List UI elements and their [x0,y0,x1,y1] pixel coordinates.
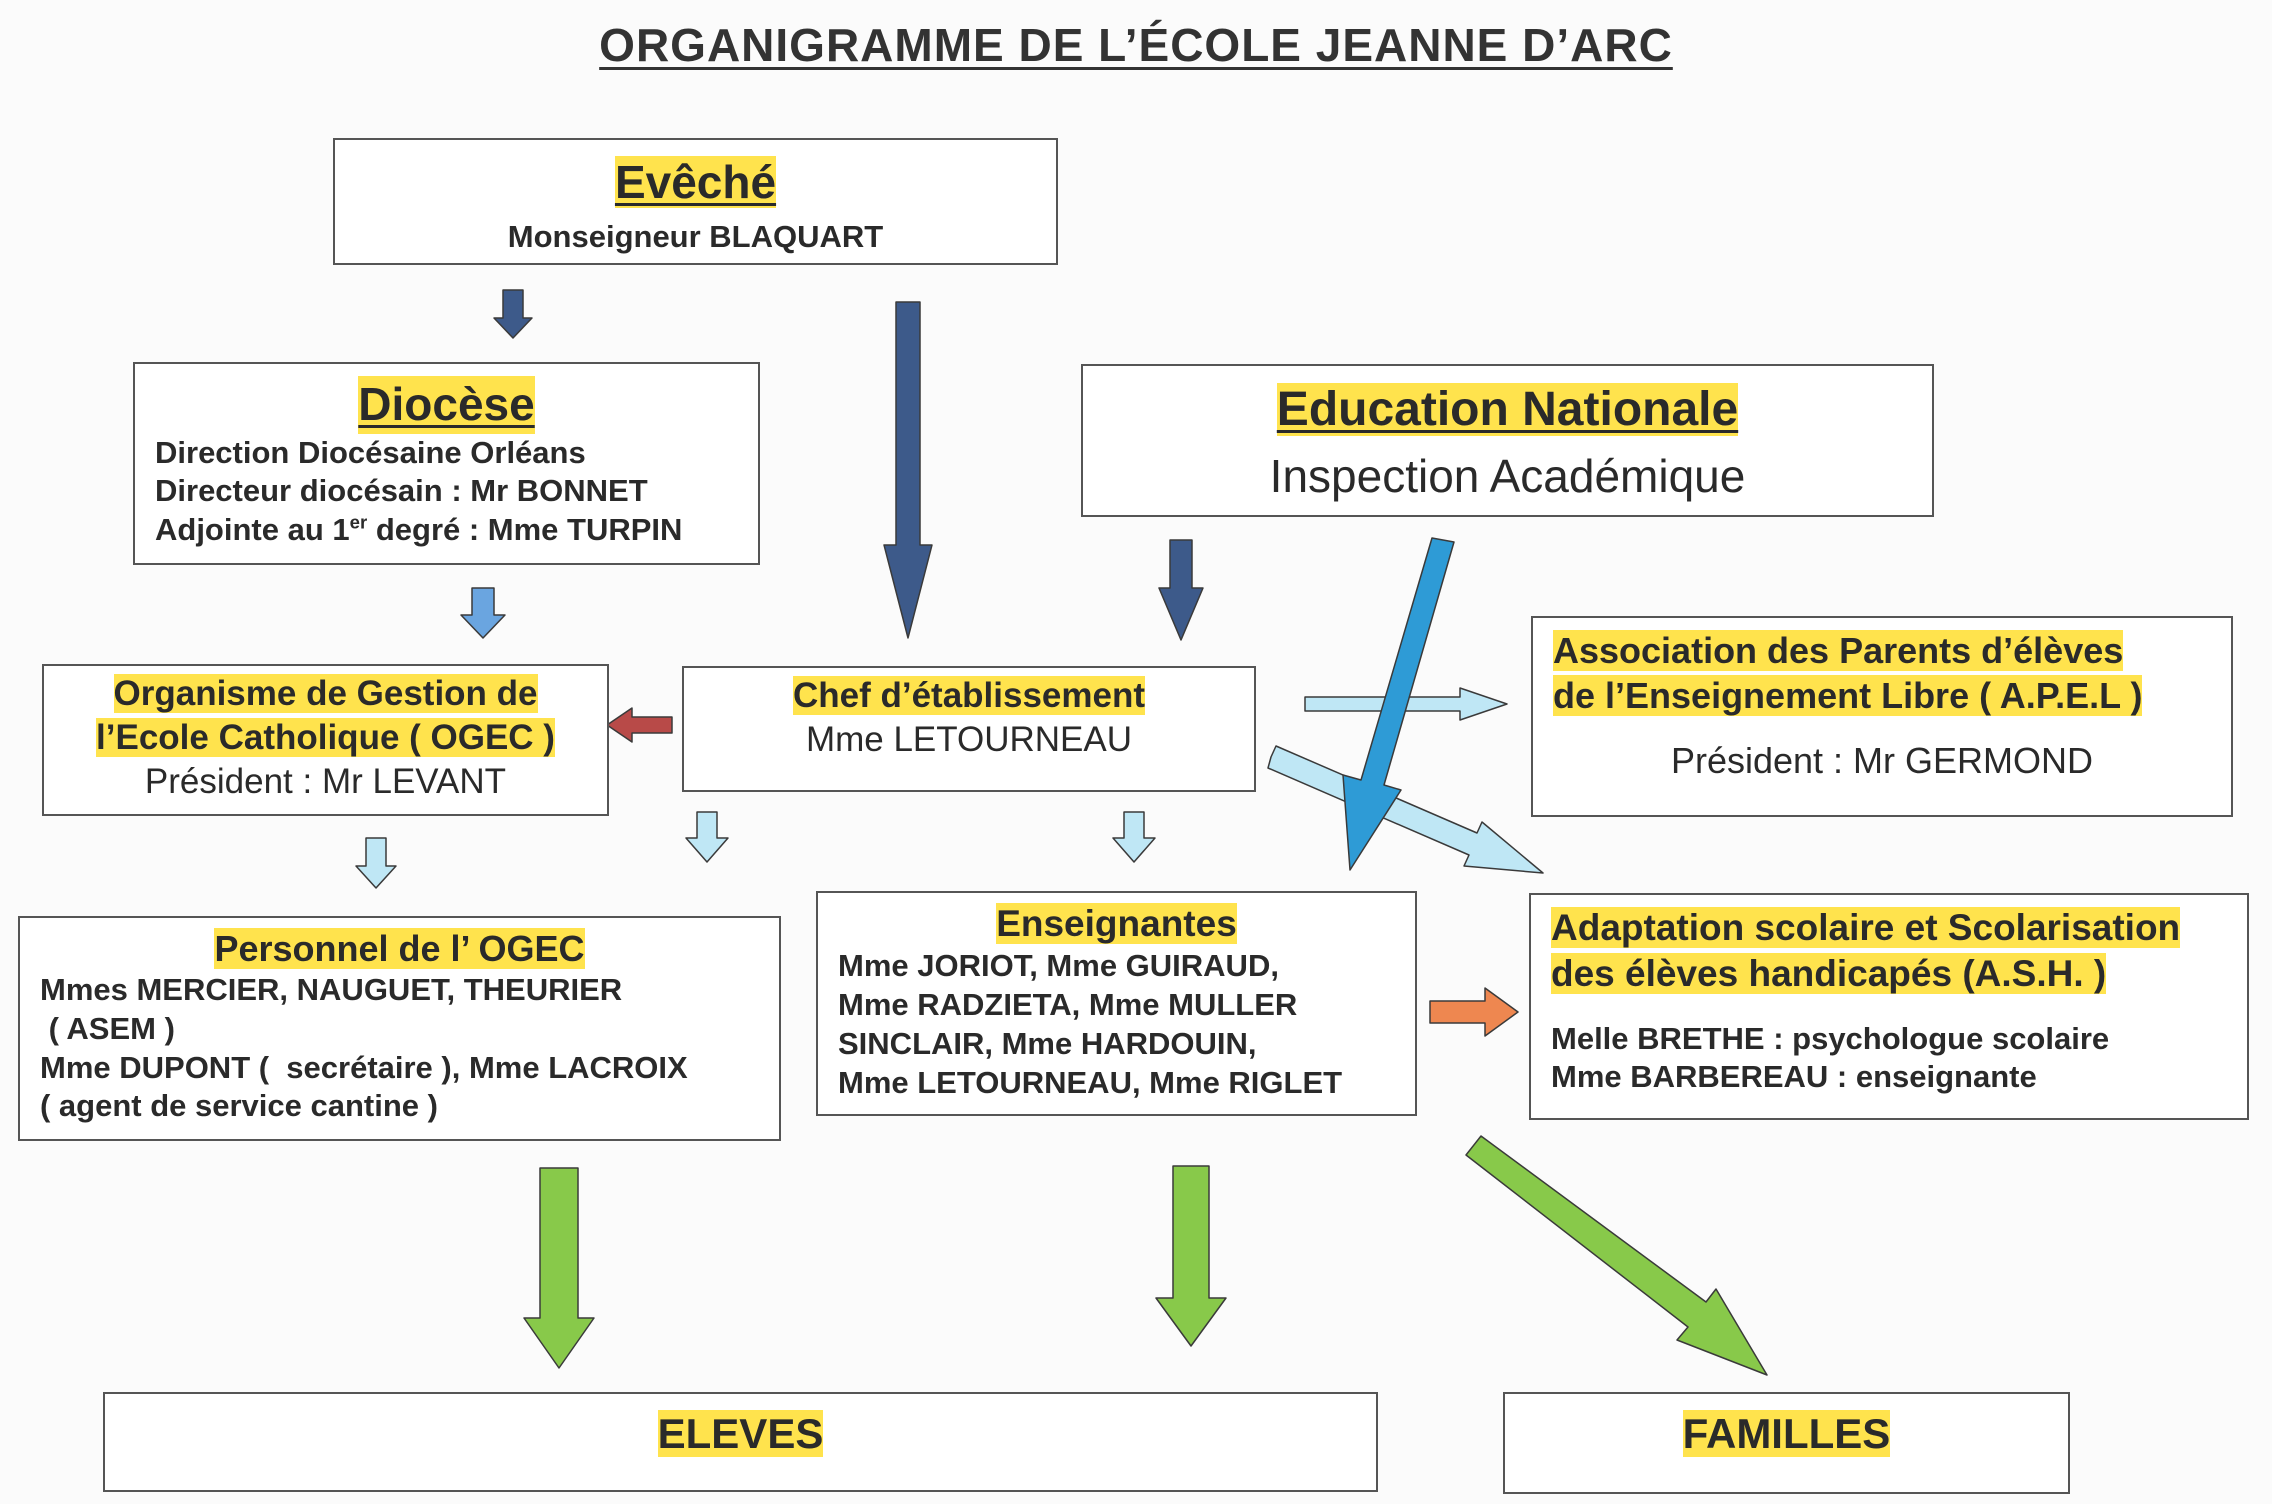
arrow-eveche-to-diocese [494,290,532,338]
ogec-heading-line2: l’Ecole Catholique ( OGEC ) [96,717,555,757]
personnel-ogec-line4: ( agent de service cantine ) [40,1088,438,1124]
ash-line-enseignante: Mme BARBEREAU : enseignante [1551,1059,2037,1095]
enseignantes-line4: Mme LETOURNEAU, Mme RIGLET [838,1064,1343,1100]
box-ash [1529,893,2249,1120]
diocese-adjointe-post: degré : Mme TURPIN [367,512,683,547]
enseignantes-line3: SINCLAIR, Mme HARDOUIN, [838,1025,1257,1061]
ogec-president: Président : Mr LEVANT [144,761,507,801]
arrow-diocese-to-ogec [461,588,505,638]
familles-heading: FAMILLES [1682,1410,1891,1457]
arrow-chef-to-ogec [607,708,672,742]
eveche-person: Monseigneur BLAQUART [507,218,884,254]
box-diocese [133,362,760,565]
box-ogec [42,664,609,816]
ogec-heading-line1: Organisme de Gestion de [113,674,538,713]
box-enseignantes [816,891,1417,1116]
diocese-adjointe-sup: er [349,511,368,533]
box-personnel-ogec [18,916,781,1141]
edunat-heading: Education Nationale [1276,383,1739,436]
arrow-enseignantes-to-ash [1430,988,1518,1036]
eleves-heading: ELEVES [657,1410,824,1457]
eveche-heading: Evêché [614,156,777,208]
box-familles [1503,1392,2070,1494]
apel-president: Président : Mr GERMOND [1670,740,2094,781]
personnel-ogec-line1: Mmes MERCIER, NAUGUET, THEURIER [40,972,623,1007]
apel-heading-line1: Association des Parents d’élèves [1553,630,2124,671]
diocese-heading: Diocèse [358,376,534,434]
page-title-text: ORGANIGRAMME DE L’ÉCOLE JEANNE D’ARC [599,19,1673,71]
arrow-ogec-to-personnel [356,838,396,888]
arrow-chef-to-ash [1268,746,1543,873]
edunat-line-inspection: Inspection Académique [1269,450,1746,502]
ash-heading-line1: Adaptation scolaire et Scolarisation [1551,907,2181,948]
diocese-adjointe-pre: Adjointe au 1 [155,512,350,547]
diocese-line-adjointe [155,511,738,550]
diocese-line-direction: Direction Diocésaine Orléans [155,434,586,470]
arrow-enseignantes-to-eleves [1156,1166,1226,1346]
box-apel [1531,616,2233,817]
ash-line-psychologue: Melle BRETHE : psychologue scolaire [1551,1020,2110,1056]
box-chef-etablissement [682,666,1256,792]
personnel-ogec-line3: Mme DUPONT ( secrétaire ), Mme LACROIX [40,1049,688,1085]
apel-heading-line2: de l’Enseignement Libre ( A.P.E.L ) [1553,675,2143,716]
personnel-ogec-line2: ( ASEM ) [40,1010,175,1046]
arrow-personnel-to-eleves [524,1168,594,1368]
arrow-edunat-to-chef [1159,540,1203,640]
enseignantes-line1: Mme JORIOT, Mme GUIRAUD, [838,948,1279,984]
diocese-line-directeur: Directeur diocésain : Mr BONNET [155,473,648,509]
enseignantes-heading: Enseignantes [996,903,1237,944]
personnel-ogec-heading: Personnel de l’ OGEC [214,928,585,969]
box-education-nationale [1081,364,1934,517]
arrow-ash-to-familles [1466,1136,1767,1375]
enseignantes-line2: Mme RADZIETA, Mme MULLER [838,987,1298,1022]
ash-heading-line2: des élèves handicapés (A.S.H. ) [1551,953,2107,995]
box-eveche [333,138,1058,265]
chef-heading: Chef d’établissement [792,676,1146,715]
box-eleves [103,1392,1378,1492]
chef-person: Mme LETOURNEAU [805,719,1133,759]
arrow-chef-to-enseignantes [1113,812,1155,862]
arrow-chef-to-personnel [686,812,728,862]
arrow-eveche-to-chef [884,302,932,638]
